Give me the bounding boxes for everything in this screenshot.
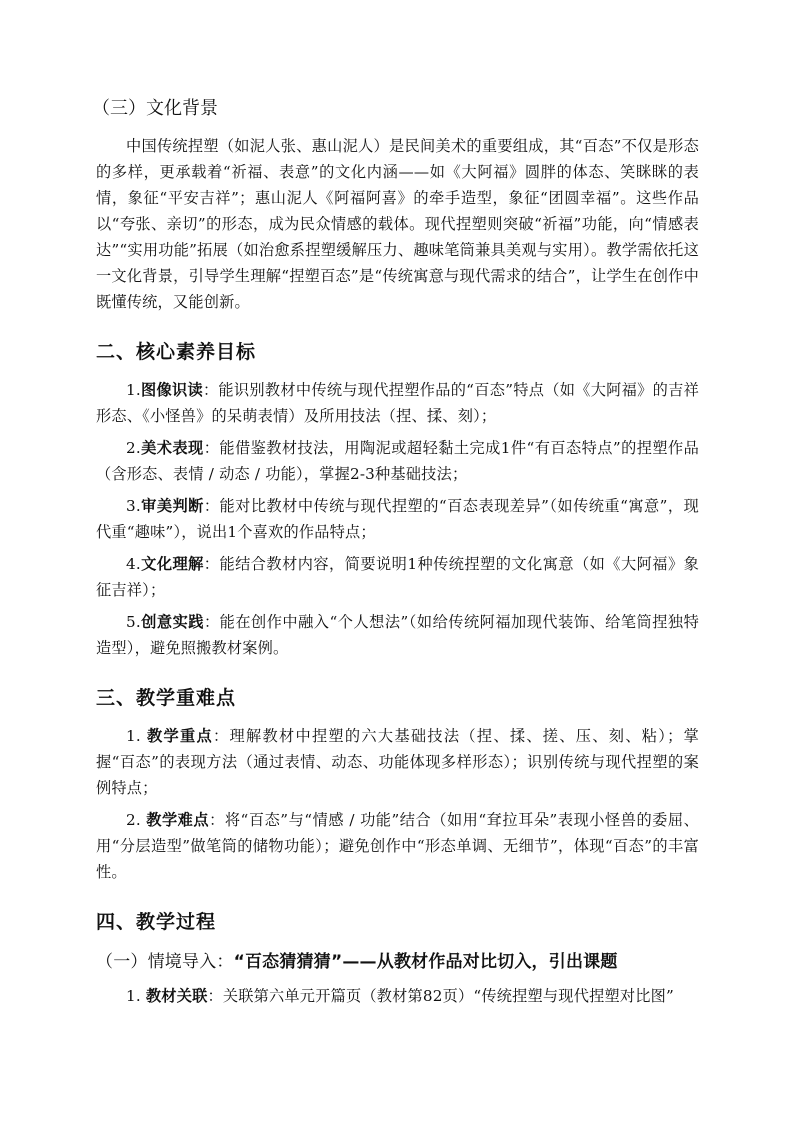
keypoint-number: 1. <box>126 727 148 745</box>
goal-item <box>96 551 699 603</box>
process-item <box>96 983 699 1009</box>
keypoint-label: 教学难点 <box>146 811 210 829</box>
goal-label: 美术表现 <box>140 439 204 457</box>
keypoint-label: 教学重点 <box>147 727 213 745</box>
goal-label: 创意实践 <box>140 613 204 631</box>
goal-label: 文化理解 <box>140 555 204 573</box>
situation-intro-lead: （一）情境导入： <box>96 952 234 972</box>
keypoint-number: 2. <box>126 811 147 829</box>
goal-item <box>96 609 699 661</box>
goal-number: 5. <box>126 613 141 631</box>
culture-background-heading: （三）文化背景 <box>92 98 218 119</box>
situation-intro-title: “百态猜猜猜”——从教材作品对比切入，引出课题 <box>233 952 618 972</box>
goal-item <box>96 377 699 429</box>
goal-number: 3. <box>126 497 141 515</box>
key-difficult-points-heading: 三、教学重难点 <box>96 687 237 709</box>
goal-number: 1. <box>126 381 141 399</box>
situation-intro-heading <box>96 947 699 977</box>
document-content <box>92 95 699 1015</box>
keypoint-item <box>96 807 699 885</box>
goal-item <box>96 435 699 487</box>
goal-number: 2. <box>126 439 141 457</box>
goal-item <box>96 493 699 545</box>
goal-label: 审美判断 <box>140 497 204 515</box>
process-label: 教材关联 <box>145 987 208 1005</box>
goal-text: ：能识别教材中传统与现代捏塑作品的“百态”特点（如《大阿福》的吉祥形态、《小怪兽》的呆萌表情）及所用技法（捏、揉、刻）； <box>96 381 699 425</box>
goal-text: ：能结合教材内容，简要说明1种传统捏塑的文化寓意（如《大阿福》象征吉祥）； <box>96 555 699 599</box>
goal-text: ：能借鉴教材技法，用陶泥或超轻黏土完成1件“有百态特点”的捏塑作品（含形态、表情 / 动态 / 功能），掌握2-3种基础技法； <box>96 439 699 483</box>
process-text: ：关联第六单元开篇页（教材第82页）“传统捏塑与现代捏塑对比图” <box>207 987 674 1005</box>
keypoint-text: ：将“百态”与“情感 / 功能”结合（如用“耷拉耳朵”表现小怪兽的委屈、用“分层造型”做笔筒的储物功能）；避免创作中“形态单调、无细节”，体现“百态”的丰富性。 <box>96 811 699 881</box>
goal-text: ：能对比教材中传统与现代捏塑的“百态表现差异”（如传统重“寓意”，现代重“趣味”），说出1个喜欢的作品特点； <box>96 497 699 541</box>
goal-number: 4. <box>126 555 141 573</box>
goal-label: 图像识读 <box>140 381 203 399</box>
keypoint-item <box>96 723 699 801</box>
teaching-process-heading: 四、教学过程 <box>96 911 217 933</box>
process-number: 1. <box>126 987 146 1005</box>
goal-text: ：能在创作中融入“个人想法”（如给传统阿福加现代装饰、给笔筒捏独特造型），避免照搬教材案例。 <box>96 613 699 657</box>
core-goals-heading: 二、核心素养目标 <box>96 341 257 363</box>
keypoint-text: ：理解教材中捏塑的六大基础技法（捏、揉、搓、压、刻、粘）；掌握“百态”的表现方法（通过表情、动态、功能体现多样形态）；识别传统与现代捏塑的案例特点； <box>96 727 699 797</box>
culture-background-paragraph: 中国传统捏塑（如泥人张、惠山泥人）是民间美术的重要组成，其“百态”不仅是形态的多样，更承载着“祈福、表意”的文化内涵——如《大阿福》圆胖的体态、笑眯眯的表情，象征“平安吉祥”；惠山泥人《阿福阿喜》的牵手造型，象征“团圆幸福”。这些作品以“夸张、亲切”的形态，成为民众情感的载体。现代捏塑则突破“祈福”功能，向“情感表达”“实用功能”拓展（如治愈系捏塑缓解压力、趣味笔筒兼具美观与实用）。教学需依托这一文化背景，引导学生理解“捏塑百态”是“传统寓意与现代需求的结合”，让学生在创作中既懂传统，又能创新。 <box>96 137 699 311</box>
